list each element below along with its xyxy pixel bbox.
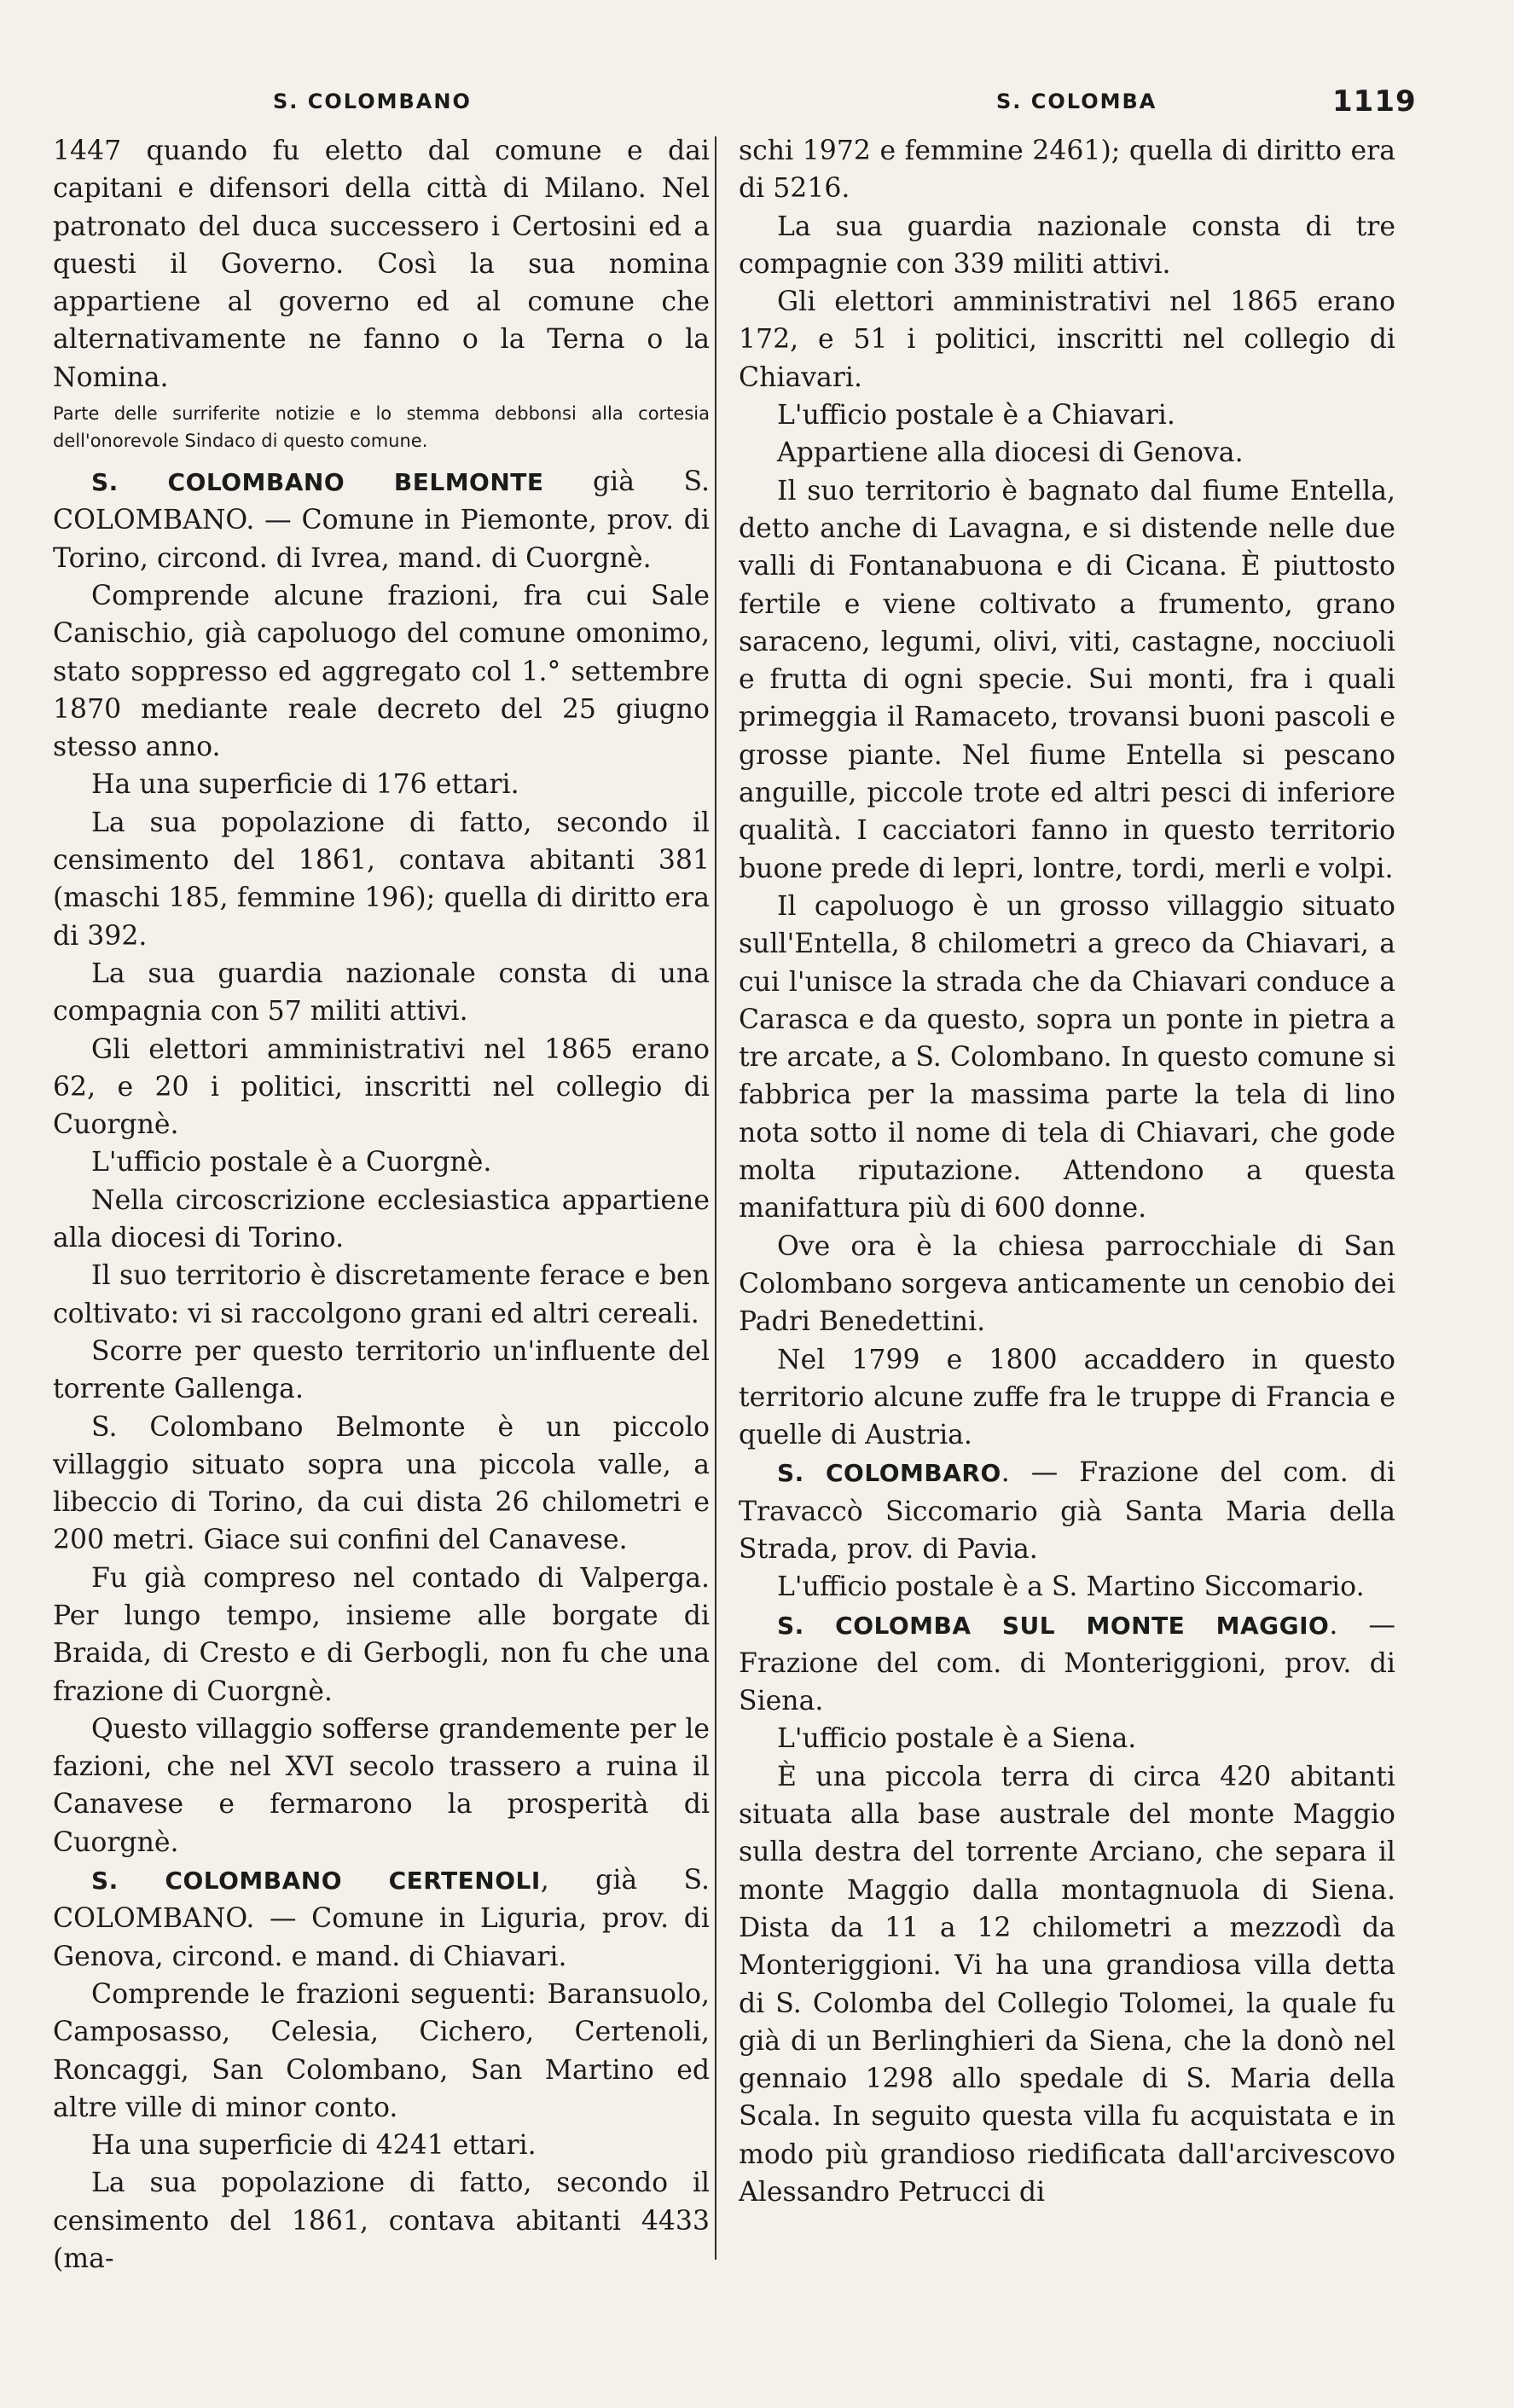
- paragraph: Ha una superficie di 176 ettari.: [91, 769, 519, 801]
- entry-paragraph: [53, 463, 710, 577]
- paragraph: Nel 1799 e 1800 accaddero in questo territorio alcune zuffe fra le truppe di Francia e quelle di Austria.: [739, 1344, 1395, 1451]
- paragraph: Il suo territorio è discretamente ferace e ben coltivato: vi si raccolgono grani ed altri cereali.: [53, 1260, 710, 1329]
- running-header: [0, 84, 1514, 132]
- paragraph: Scorre per questo territorio un'influente del torrente Gallenga.: [53, 1335, 710, 1405]
- entry-text: , già S. COLOMBANO. — Comune in Liguria, prov. di Genova, circond. e mand. di Chiavari.: [53, 1865, 710, 1972]
- entry-headword: S. COLOMBARO: [777, 1459, 1001, 1488]
- entry-text: . — Frazione del com. di Travaccò Siccomario già Santa Maria della Strada, prov. di Pavia.: [739, 1457, 1395, 1565]
- paragraph: È una piccola terra di circa 420 abitanti situata alla base australe del monte Maggio sulla destra del torrente Arciano, che separa il monte Maggio dalla montagnuola di Siena. Dista da 11 a 12 chilometri a mezzodì da Monteriggioni. Vi ha una grandiosa villa detta di S. Colomba del Collegio Tolomei, la quale fu già di un Berlinghieri da Siena, che la donò nel gennaio 1298 allo spedale di S. Maria della Scala. In seguito questa villa fu acquistata e in modo più grandioso riedificata dall'arcivescovo Alessandro Petrucci di: [739, 1761, 1395, 2208]
- entry-paragraph: [739, 1606, 1395, 1721]
- paragraph: schi 1972 e femmine 2461); quella di diritto era di 5216.: [739, 136, 1395, 205]
- paragraph: L'ufficio postale è a Cuorgnè.: [91, 1147, 492, 1178]
- paragraph: La sua popolazione di fatto, secondo il censimento del 1861, contava abitanti 4433 (ma-: [53, 2168, 710, 2275]
- paragraph: S. Colombano Belmonte è un piccolo villaggio situato sopra una piccola valle, a libeccio di Torino, da cui dista 26 chilometri e 200 metri. Giace sui confini del Canavese.: [53, 1411, 710, 1556]
- header-center: S. COLOMBA: [996, 90, 1157, 113]
- entry-text: già S. COLOMBANO. — Comune in Piemonte, prov. di Torino, circond. di Ivrea, mand. di Cuorgnè.: [53, 466, 710, 574]
- entry-headword: S. COLOMBANO CERTENOLI: [91, 1867, 541, 1896]
- paragraph: Il suo territorio è bagnato dal fiume Entella, detto anche di Lavagna, e si distende nelle due valli di Fontanabuona e di Cicana. È piuttosto fertile e viene coltivato a frumento, grano saraceno, legumi, olivi, viti, castagne, nocciuoli e frutta di ogni specie. Sui monti, fra i quali primeggia il Ramaceto, trovansi buoni pascoli e grosse piante. Nel fiume Entella si pescano anguille, piccole trote ed altri pesci di inferiore qualità. I cacciatori fanno in questo territorio buone prede di lepri, lontre, tordi, merli e volpi.: [739, 475, 1395, 884]
- paragraph: L'ufficio postale è a S. Martino Siccomario.: [777, 1572, 1365, 1603]
- paragraph: L'ufficio postale è a Chiavari.: [777, 400, 1175, 431]
- entry-headword: S. COLOMBA SUL MONTE MAGGIO: [777, 1611, 1330, 1640]
- entry-paragraph: [53, 1861, 710, 1976]
- paragraph: Fu già compreso nel contado di Valperga. Per lungo tempo, insieme alle borgate di Braida, di Cresto e di Gerbogli, non fu che una frazione di Cuorgnè.: [53, 1562, 710, 1707]
- paragraph: La sua guardia nazionale consta di una compagnia con 57 militi attivi.: [53, 958, 710, 1027]
- right-column: [739, 132, 1395, 2349]
- footnote: Parte delle surriferite notizie e lo stemma debbonsi alla cortesia dell'onorevole Sindaco di questo comune.: [53, 403, 710, 452]
- paragraph: 1447 quando fu eletto dal comune e dai capitani e difensori della città di Milano. Nel patronato del duca successero i Certosini ed a questi il Governo. Così la sua nomina appartiene al governo ed al comune che alternativamente ne fanno o la Terna o la Nomina.: [53, 136, 710, 393]
- entry-headword: S. COLOMBANO BELMONTE: [91, 468, 544, 497]
- paragraph: Il capoluogo è un grosso villaggio situato sull'Entella, 8 chilometri a greco da Chiavari, a cui l'unisce la strada che da Chiavari conduce a Carasca e da questo, sopra un ponte in pietra a tre arcate, a S. Colombano. In questo comune si fabbrica per la massima parte la tela di lino nota sotto il nome di tela di Chiavari, che gode molta riputazione. Attendono a questa manifattura più di 600 donne.: [739, 890, 1395, 1224]
- paragraph: Gli elettori amministrativi nel 1865 erano 62, e 20 i politici, inscritti nel collegio di Cuorgnè.: [53, 1033, 710, 1141]
- header-left: S. COLOMBANO: [273, 90, 472, 113]
- paragraph: Comprende le frazioni seguenti: Baransuolo, Camposasso, Celesia, Cichero, Certenoli, Roncaggi, San Colombano, San Martino ed altre ville di minor conto.: [53, 1978, 710, 2123]
- paragraph: La sua popolazione di fatto, secondo il censimento del 1861, contava abitanti 381 (maschi 185, femmine 196); quella di diritto era di 392.: [53, 807, 710, 952]
- paragraph: Gli elettori amministrativi nel 1865 erano 172, e 51 i politici, inscritti nel collegio di Chiavari.: [739, 287, 1395, 393]
- paragraph: La sua guardia nazionale consta di tre compagnie con 339 militi attivi.: [739, 211, 1395, 280]
- entry-text: . — Frazione del com. di Monteriggioni, prov. di Siena.: [739, 1609, 1395, 1717]
- paragraph: Ha una superficie di 4241 ettari.: [91, 2130, 537, 2162]
- paragraph: L'ufficio postale è a Siena.: [777, 1723, 1137, 1755]
- left-column: [53, 132, 710, 2349]
- paragraph: Questo villaggio sofferse grandemente per le fazioni, che nel XVI secolo trassero a ruina il Canavese e fermarono la prosperità di Cuorgnè.: [53, 1713, 710, 1858]
- paragraph: Appartiene alla diocesi di Genova.: [777, 437, 1244, 469]
- column-divider: [715, 136, 716, 2260]
- entry-paragraph: [739, 1454, 1395, 1568]
- paragraph: Comprende alcune frazioni, fra cui Sale Canischio, già capoluogo del comune omonimo, stato soppresso ed aggregato col 1.° settembre 1870 mediante reale decreto del 25 giugno stesso anno.: [53, 580, 710, 763]
- page-number: 1119: [1332, 84, 1417, 119]
- paragraph: Ove ora è la chiesa parrocchiale di San Colombano sorgeva anticamente un cenobio dei Padri Benedettini.: [739, 1230, 1395, 1338]
- paragraph: Nella circoscrizione ecclesiastica appartiene alla diocesi di Torino.: [53, 1184, 710, 1254]
